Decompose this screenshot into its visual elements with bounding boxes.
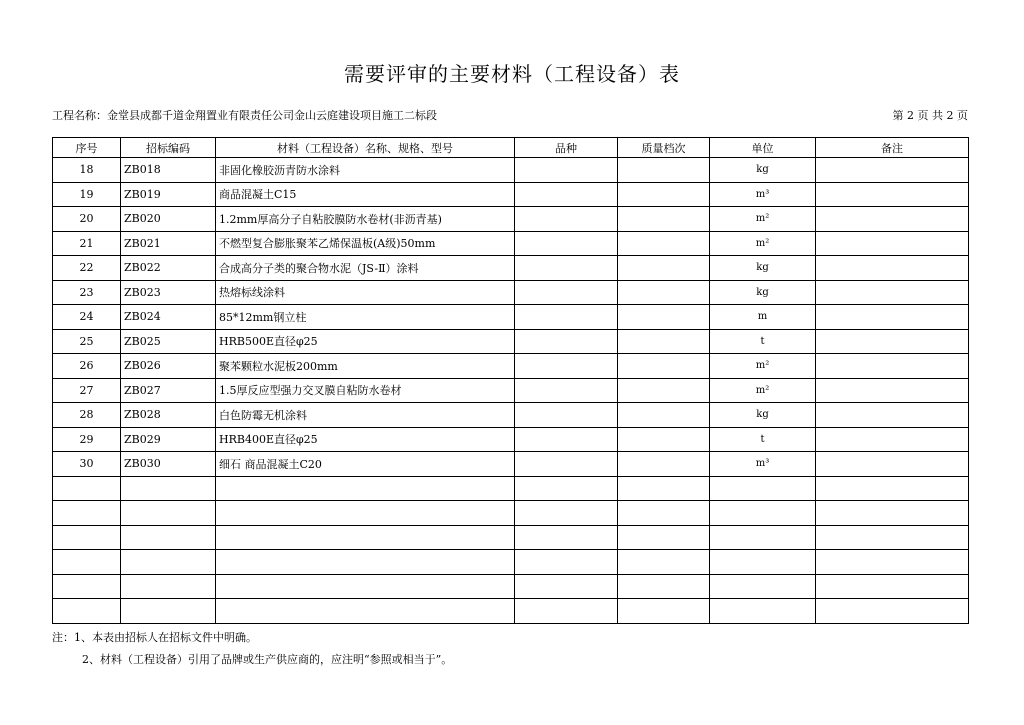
cell-brand <box>515 476 618 501</box>
cell-code: ZB022 <box>121 256 216 281</box>
cell-code <box>121 574 216 599</box>
materials-table <box>52 137 969 624</box>
cell-remark <box>816 501 969 526</box>
header-grade: 质量档次 <box>618 138 710 158</box>
cell-remark <box>816 231 969 256</box>
cell-seq <box>53 550 121 575</box>
cell-unit: m <box>710 305 816 330</box>
cell-name <box>216 476 515 501</box>
cell-name: 热熔标线涂料 <box>216 280 515 305</box>
cell-seq: 22 <box>53 256 121 281</box>
cell-grade <box>618 354 710 379</box>
cell-seq <box>53 574 121 599</box>
cell-code: ZB019 <box>121 182 216 207</box>
cell-brand <box>515 525 618 550</box>
cell-remark <box>816 476 969 501</box>
project-name: 工程名称：金堂县成都千道金翔置业有限责任公司金山云庭建设项目施工二标段 <box>52 109 437 122</box>
cell-unit <box>710 550 816 575</box>
cell-grade <box>618 427 710 452</box>
empty-table-row <box>53 501 969 526</box>
header-name: 材料（工程设备）名称、规格、型号 <box>216 138 515 158</box>
table-row <box>53 329 969 354</box>
page-indicator: 第 2 页 共 2 页 <box>892 109 968 122</box>
cell-grade <box>618 182 710 207</box>
page-title: 需要评审的主要材料（工程设备）表 <box>344 62 680 86</box>
cell-brand <box>515 256 618 281</box>
cell-remark <box>816 329 969 354</box>
cell-name <box>216 525 515 550</box>
header-unit: 单位 <box>710 138 816 158</box>
cell-unit <box>710 574 816 599</box>
table-row <box>53 354 969 379</box>
cell-code <box>121 501 216 526</box>
cell-code: ZB023 <box>121 280 216 305</box>
cell-unit: m² <box>710 231 816 256</box>
cell-seq: 30 <box>53 452 121 477</box>
table-row <box>53 378 969 403</box>
cell-name: 白色防霉无机涂料 <box>216 403 515 428</box>
cell-brand <box>515 182 618 207</box>
cell-code: ZB021 <box>121 231 216 256</box>
cell-code: ZB018 <box>121 158 216 183</box>
cell-unit <box>710 476 816 501</box>
cell-remark <box>816 525 969 550</box>
cell-name: 细石 商品混凝土C20 <box>216 452 515 477</box>
cell-seq <box>53 501 121 526</box>
cell-brand <box>515 158 618 183</box>
cell-seq: 29 <box>53 427 121 452</box>
cell-unit: kg <box>710 158 816 183</box>
cell-grade <box>618 305 710 330</box>
table-row <box>53 452 969 477</box>
cell-code <box>121 476 216 501</box>
cell-grade <box>618 158 710 183</box>
header-seq: 序号 <box>53 138 121 158</box>
cell-seq: 21 <box>53 231 121 256</box>
cell-grade <box>618 280 710 305</box>
cell-seq: 20 <box>53 207 121 232</box>
cell-name: 85*12mm钢立柱 <box>216 305 515 330</box>
cell-code <box>121 599 216 624</box>
cell-seq <box>53 476 121 501</box>
cell-brand <box>515 550 618 575</box>
table-row <box>53 256 969 281</box>
cell-name <box>216 599 515 624</box>
cell-remark <box>816 452 969 477</box>
cell-grade <box>618 378 710 403</box>
cell-code: ZB020 <box>121 207 216 232</box>
cell-unit <box>710 525 816 550</box>
cell-grade <box>618 599 710 624</box>
cell-unit: kg <box>710 403 816 428</box>
cell-seq <box>53 525 121 550</box>
cell-seq: 23 <box>53 280 121 305</box>
empty-table-row <box>53 599 969 624</box>
cell-name: HRB400E直径φ25 <box>216 427 515 452</box>
cell-name <box>216 550 515 575</box>
note-2: 2、材料（工程设备）引用了品牌或生产供应商的，应注明“参照或相当于”。 <box>82 653 453 666</box>
cell-name: 1.5厚反应型强力交叉膜自粘防水卷材 <box>216 378 515 403</box>
cell-grade <box>618 231 710 256</box>
cell-unit: m³ <box>710 452 816 477</box>
table-row <box>53 182 969 207</box>
cell-brand <box>515 599 618 624</box>
cell-name: 聚苯颗粒水泥板200mm <box>216 354 515 379</box>
cell-unit: m² <box>710 378 816 403</box>
cell-remark <box>816 574 969 599</box>
cell-brand <box>515 574 618 599</box>
cell-unit: m² <box>710 207 816 232</box>
cell-grade <box>618 329 710 354</box>
cell-code: ZB028 <box>121 403 216 428</box>
cell-unit: m² <box>710 354 816 379</box>
cell-code: ZB027 <box>121 378 216 403</box>
cell-name: 不燃型复合膨胀聚苯乙烯保温板(A级)50mm <box>216 231 515 256</box>
cell-seq: 18 <box>53 158 121 183</box>
cell-remark <box>816 305 969 330</box>
cell-brand <box>515 452 618 477</box>
cell-grade <box>618 452 710 477</box>
cell-name <box>216 501 515 526</box>
cell-remark <box>816 182 969 207</box>
cell-brand <box>515 427 618 452</box>
cell-unit: kg <box>710 256 816 281</box>
cell-name: 商品混凝土C15 <box>216 182 515 207</box>
cell-seq: 19 <box>53 182 121 207</box>
cell-name: 1.2mm厚高分子自粘胶膜防水卷材(非沥青基) <box>216 207 515 232</box>
cell-seq: 27 <box>53 378 121 403</box>
cell-brand <box>515 354 618 379</box>
cell-remark <box>816 354 969 379</box>
cell-unit: t <box>710 329 816 354</box>
cell-brand <box>515 231 618 256</box>
table-row <box>53 231 969 256</box>
cell-remark <box>816 427 969 452</box>
cell-grade <box>618 256 710 281</box>
empty-table-row <box>53 550 969 575</box>
cell-unit: t <box>710 427 816 452</box>
empty-table-row <box>53 476 969 501</box>
cell-code: ZB025 <box>121 329 216 354</box>
header-code: 招标编码 <box>121 138 216 158</box>
cell-unit: m³ <box>710 182 816 207</box>
cell-remark <box>816 207 969 232</box>
cell-remark <box>816 550 969 575</box>
cell-grade <box>618 403 710 428</box>
cell-brand <box>515 329 618 354</box>
cell-name: 合成高分子类的聚合物水泥（JS-Ⅱ）涂料 <box>216 256 515 281</box>
cell-unit <box>710 599 816 624</box>
cell-grade <box>618 207 710 232</box>
cell-brand <box>515 207 618 232</box>
cell-remark <box>816 158 969 183</box>
table-row <box>53 305 969 330</box>
header-brand: 品种 <box>515 138 618 158</box>
cell-seq: 28 <box>53 403 121 428</box>
cell-name: 非固化橡胶沥青防水涂料 <box>216 158 515 183</box>
cell-grade <box>618 476 710 501</box>
table-row <box>53 280 969 305</box>
cell-remark <box>816 256 969 281</box>
cell-name: HRB500E直径φ25 <box>216 329 515 354</box>
header-remark: 备注 <box>816 138 969 158</box>
cell-remark <box>816 280 969 305</box>
cell-remark <box>816 378 969 403</box>
empty-table-row <box>53 525 969 550</box>
cell-code <box>121 550 216 575</box>
cell-brand <box>515 378 618 403</box>
cell-grade <box>618 501 710 526</box>
cell-remark <box>816 599 969 624</box>
cell-grade <box>618 525 710 550</box>
cell-unit <box>710 501 816 526</box>
cell-code: ZB024 <box>121 305 216 330</box>
table-row <box>53 207 969 232</box>
cell-brand <box>515 501 618 526</box>
cell-seq: 26 <box>53 354 121 379</box>
cell-seq: 24 <box>53 305 121 330</box>
cell-name <box>216 574 515 599</box>
cell-code: ZB029 <box>121 427 216 452</box>
table-row <box>53 403 969 428</box>
cell-code: ZB030 <box>121 452 216 477</box>
cell-brand <box>515 403 618 428</box>
cell-grade <box>618 550 710 575</box>
table-header-row <box>53 138 969 158</box>
notes <box>52 630 452 674</box>
cell-seq: 25 <box>53 329 121 354</box>
cell-code: ZB026 <box>121 354 216 379</box>
cell-brand <box>515 305 618 330</box>
cell-unit: kg <box>710 280 816 305</box>
cell-grade <box>618 574 710 599</box>
cell-code <box>121 525 216 550</box>
empty-table-row <box>53 574 969 599</box>
cell-brand <box>515 280 618 305</box>
table-row <box>53 427 969 452</box>
cell-remark <box>816 403 969 428</box>
table-row <box>53 158 969 183</box>
note-1: 注：1、本表由招标人在招标文件中明确。 <box>52 631 257 644</box>
cell-seq <box>53 599 121 624</box>
